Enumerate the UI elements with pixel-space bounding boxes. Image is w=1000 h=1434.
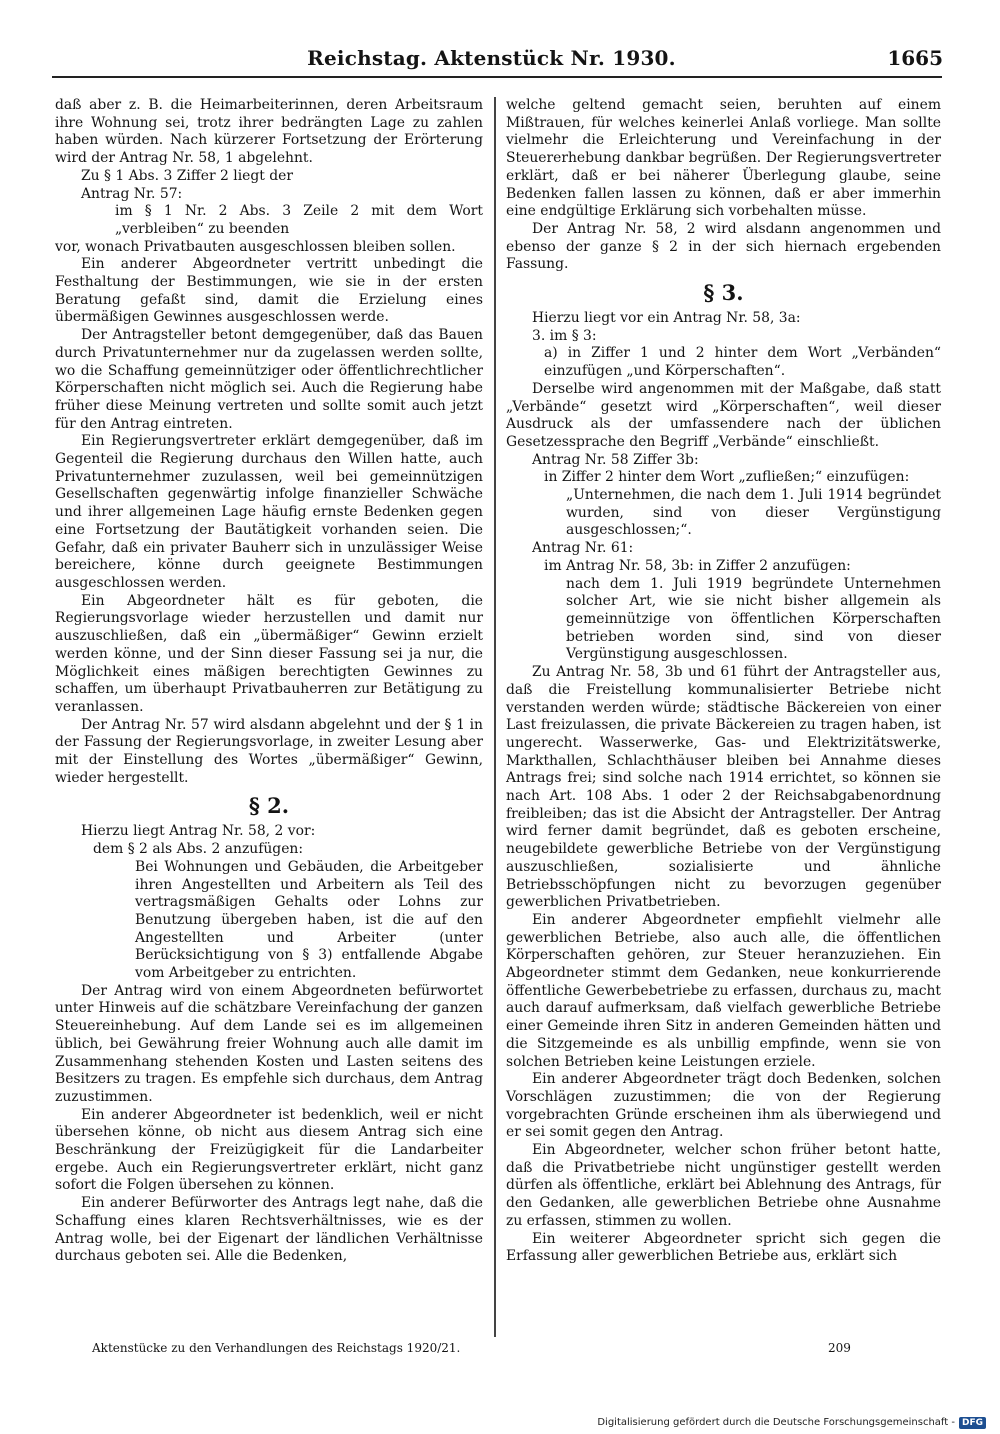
paragraph: Ein anderer Abgeordneter trägt doch Bedenken, solchen Vorschlägen zuzustimmen; die von der Regierung vorgebrachten Gründe erscheinen ihm als überwiegend und er sei somit gegen den Antrag. (506, 1071, 941, 1141)
paragraph: nach dem 1. Juli 1919 begründete Unternehmen solcher Art, wie sie nicht bisher allgemein als gemeinnützige von öffentlichen Körperschaften betrieben worden sind, sind von dieser Vergünstigung ausgeschlossen. (566, 575, 941, 663)
page-number: 1665 (887, 46, 943, 70)
paragraph: Ein weiterer Abgeordneter spricht sich gegen die Erfassung aller gewerblichen Betriebe aus, erklärt sich (506, 1230, 941, 1265)
paragraph: im Antrag Nr. 58, 3b: in Ziffer 2 anzufügen: (544, 557, 851, 574)
paragraph: „Unternehmen, die nach dem 1. Juli 1914 begründet wurden, sind von dieser Vergünstigung ausgeschlossen;“. (566, 487, 941, 539)
paragraph: vor, wonach Privatbauten ausgeschlossen bleiben sollen. (55, 238, 456, 255)
paragraph: im § 1 Nr. 2 Abs. 3 Zeile 2 mit dem Wort „verbleiben“ zu beenden (115, 203, 483, 237)
footer-source: Aktenstücke zu den Verhandlungen des Reichstags 1920/21. (92, 1341, 461, 1355)
paragraph: Ein Regierungsvertreter erklärt demgegenüber, daß im Gegenteil die Regierung durchaus den Willen hatte, auch Privatunternehmer zuzulassen, weil bei gemeinnützigen Gesellschaften gegenwärtig infolge finanzieller Schwäche und ihrer allgemeinen Lage häufig ernste Bedenken gegen eine Fortsetzung der Bautätigkeit vorhanden seien. Die Gefahr, daß ein privater Bauherr sich in unzulässiger Weise bereichere, könne durch geeignete Bestimmungen ausgeschlossen werden. (55, 433, 483, 591)
section-heading: § 3. (703, 280, 744, 306)
paragraph: Ein Abgeordneter hält es für geboten, die Regierungsvorlage wieder herzustellen und damit nur auszuschließen, daß ein „übermäßiger“ Gewinn erzielt werden könne, und der Sinn dieser Fassung sei ja nur, die Möglichkeit eines mäßigen berechtigten Gewinnes zu schaffen, um überhaupt Privatbauherren zur Betätigung zu veranlassen. (55, 592, 483, 715)
paragraph: welche geltend gemacht seien, beruhten auf einem Mißtrauen, für welches keinerlei Anlaß vorliege. Man sollte vielmehr die Erleichterung und Vereinfachung in der Steuererhebung dankbar begrüßen. Der Regierungsvertreter erklärt, daß er bei näherer Überlegung glaube, seine Bedenken fallen lassen zu können, daß er aber immerhin eine endgültige Erklärung sich vorbehalten müsse. (506, 97, 941, 220)
header-rule (52, 76, 942, 78)
paragraph: 3. im § 3: (532, 327, 597, 344)
paragraph: Ein anderer Abgeordneter ist bedenklich, weil er nicht übersehen könne, ob nicht aus diesem Antrag sich eine Beschränkung der Freizügigkeit für die Landarbeiter ergebe. Auch ein Regierungsvertreter erklärt, nicht ganz sofort die Folgen übersehen zu können. (55, 1106, 483, 1194)
paragraph: Der Antrag Nr. 58, 2 wird alsdann angenommen und ebenso der ganze § 2 in der sich hiernach ergebenden Fassung. (506, 220, 941, 273)
paragraph: Derselbe wird angenommen mit der Maßgabe, daß statt „Verbände“ gesetzt wird „Körperschaften“, weil dieser Ausdruck als der umfassendere nach der üblichen Gesetzessprache den Begriff „Verbände“ einschließt. (506, 380, 941, 450)
paragraph: Zu Antrag Nr. 58, 3b und 61 führt der Antragsteller aus, daß die Freistellung kommunalisierter Betriebe nicht verstanden werden würde; städtische Bäckereien von einer Last freizulassen, die private Bäckereien zu tragen haben, ist ungerecht. Wasserwerke, Gas- und Elektrizitätswerke, Markthallen, Schlachthäuser bleiben bei Annahme dieses Antrags frei; sind solche nach 1914 errichtet, so können sie nach Art. 108 Abs. 1 oder 2 der Reichsabgabenordnung freibleiben; das ist die Absicht der Antragsteller. Der Antrag wird ferner damit begründet, daß es geboten erscheine, neugebildete gewerbliche Betriebe von der Vergünstigung auszuschließen, sozialisierte und ähnliche Betriebsschöpfungen nicht zu bevorzugen gegenüber gewerblichen Privatbetrieben. (506, 664, 941, 911)
paragraph: a) in Ziffer 1 und 2 hinter dem Wort „Verbänden“ einzufügen „und Körperschaften“. (544, 345, 941, 380)
paragraph: Der Antrag Nr. 57 wird alsdann abgelehnt und der § 1 in der Fassung der Regierungsvorlage, in zweiter Lesung aber mit der Einstellung des Wortes „übermäßiger“ Gewinn, wieder hergestellt. (55, 716, 483, 786)
right-column (506, 97, 941, 1266)
paragraph: daß aber z. B. die Heimarbeiterinnen, deren Arbeitsraum ihre Wohnung sei, trotz ihrer bedrängten Lage zu zahlen haben würden. Nach kürzerer Fortsetzung der Erörterung wird der Antrag Nr. 58, 1 abgelehnt. (55, 97, 483, 167)
dfg-logo: DFG (959, 1417, 986, 1429)
section-heading: § 2. (248, 793, 290, 819)
paragraph: Ein anderer Befürworter des Antrags legt nahe, daß die Schaffung eines klaren Rechtsverhältnisses, wie es der Antrag wolle, bei der Eigenart der ländlichen Verhältnisse durchaus geboten sei. Alle die Bedenken, (55, 1195, 483, 1265)
page-header (40, 46, 943, 76)
paragraph: Zu § 1 Abs. 3 Ziffer 2 liegt der (81, 167, 294, 184)
paragraph: Ein anderer Abgeordneter vertritt unbedingt die Festhaltung der Bestimmungen, wie sie in der ersten Beratung gefaßt sind, damit die Erzielung eines übermäßigen Gewinnes ausgeschlossen werde. (55, 256, 483, 326)
left-column (55, 97, 483, 1266)
digitization-credit (597, 1417, 986, 1429)
paragraph: Ein Abgeordneter, welcher schon früher betont hatte, daß die Privatbetriebe nicht ungünstiger gestellt werden dürfen als öffentliche, erklärt bei Ablehnung des Antrags, für den Gedanken, alle gewerblichen Betriebe ohne Ausnahme zu erfassen, stimmen zu wollen. (506, 1142, 941, 1229)
paragraph: Hierzu liegt vor ein Antrag Nr. 58, 3a: (532, 310, 801, 327)
paragraph: in Ziffer 2 hinter dem Wort „zufließen;“ einzufügen: (544, 469, 910, 486)
paragraph: Antrag Nr. 57: (81, 185, 183, 202)
paragraph: Der Antragsteller betont demgegenüber, daß das Bauen durch Privatunternehmer nur da zugelassen werden sollte, wo die Schaffung gemeinnütziger oder öffentlichrechtlicher Körperschaften nicht möglich sei. Auch die Regierung habe früher diese Meinung vertreten und sollte somit auch jetzt für den Antrag eintreten. (55, 327, 483, 432)
paragraph: Hierzu liegt Antrag Nr. 58, 2 vor: (81, 823, 316, 840)
paragraph: Bei Wohnungen und Gebäuden, die Arbeitgeber ihren Angestellten und Arbeitern als Teil des vertragsmäßigen Gehalts oder Lohns zur Benutzung übergeben haben, ist die auf den Angestellten und Arbeiter (unter Berücksichtigung von § 3) entfallende Abgabe vom Arbeitgeber zu entrichten. (135, 858, 483, 982)
paragraph: Antrag Nr. 61: (532, 540, 634, 557)
paragraph: Der Antrag wird von einem Abgeordneten befürwortet unter Hinweis auf die schätzbare Vereinfachung der ganzen Steuereinhebung. Auf dem Lande sei es im allgemeinen üblich, bei Gewährung freier Wohnung auch alle damit im Zusammenhang stehenden Kosten und Lasten seitens des Besitzers zu tragen. Es empfehle sich durchaus, dem Antrag zuzustimmen. (55, 982, 483, 1105)
paragraph: dem § 2 als Abs. 2 anzufügen: (93, 841, 304, 858)
credit-text: Digitalisierung gefördert durch die Deutsche Forschungsgemeinschaft - (597, 1417, 955, 1428)
paragraph: Ein anderer Abgeordneter empfiehlt vielmehr alle gewerblichen Betriebe, also auch alle, die öffentlichen Körperschaften gehören, zur Steuer heranzuziehen. Ein Abgeordneter stimmt dem Gedanken, neue konkurrierende öffentliche Gewerbebetriebe zu erfassen, durchaus zu, macht auch darauf aufmerksam, daß vielfach gewerbliche Betriebe einer Gemeinde ihren Sitz in anderen Gemeinden hätten und die Sitzgemeinde es als unbillig empfinde, wenn sie von solchen Betrieben keine Leistungen erziele. (506, 911, 941, 1070)
column-divider (494, 97, 496, 1337)
footer-page-number: 209 (828, 1341, 851, 1355)
paragraph: Antrag Nr. 58 Ziffer 3b: (532, 451, 699, 468)
running-title: Reichstag. Aktenstück Nr. 1930. (307, 46, 676, 70)
